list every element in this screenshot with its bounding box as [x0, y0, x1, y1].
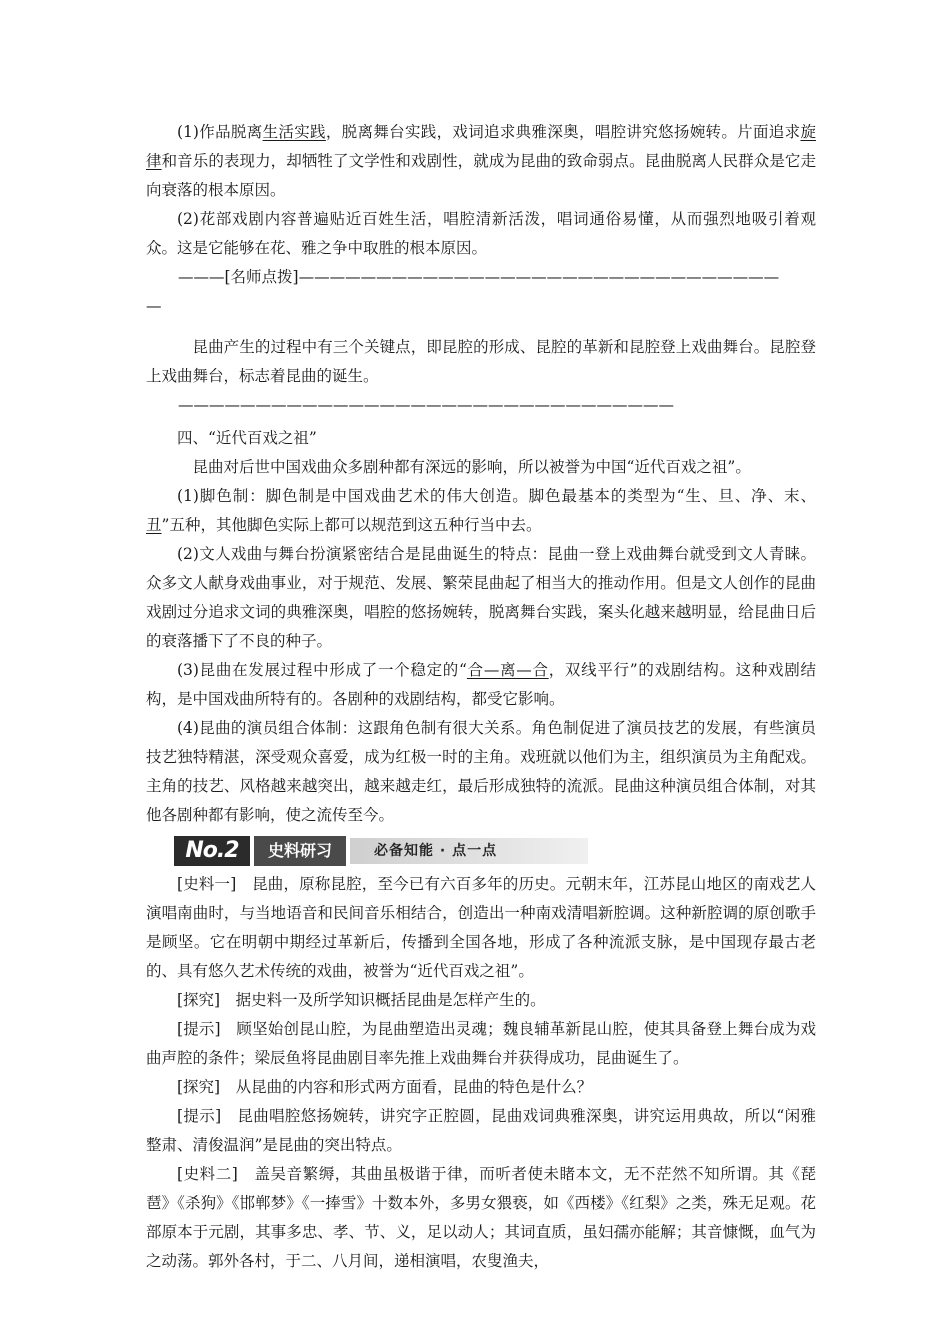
paragraph-1 — [146, 118, 816, 205]
section-4-point-2: (2)文人戏曲与舞台扮演紧密结合是昆曲诞生的特点：昆曲一登上戏曲舞台就受到文人青睐。众多文人献身戏曲事业，对于规范、发展、繁荣昆曲起了相当大的推动作用。但是文人创作的昆曲戏剧过分追求文词的典雅深奥，唱腔的悠扬婉转，脱离舞台实践，案头化越来越明显，给昆曲日后的衰落播下了不良的种子。 — [146, 545, 816, 650]
underlined-term: 丑 — [146, 516, 162, 534]
paragraph-2: (2)花部戏剧内容普遍贴近百姓生活，唱腔清新活泼，唱词通俗易懂，从而强烈地吸引着观众。这是它能够在花、雅之争中取胜的根本原因。 — [146, 210, 816, 257]
document-page — [146, 118, 816, 1276]
text: (1)脚色制：脚色制是中国戏曲艺术的伟大创造。脚色最基本的类型为“生、旦、净、末、 — [177, 487, 816, 505]
hint-2: [提示] 昆曲唱腔悠扬婉转，讲究字正腔圆，昆曲戏词典雅深奥，讲究运用典故，所以“闲雅整肃、清俊温润”是昆曲的突出特点。 — [146, 1107, 816, 1154]
tip-rule-top: ———[名师点拨]——————————————————————————————— — [178, 268, 780, 286]
question-2: [探究] 从昆曲的内容和形式两方面看，昆曲的特色是什么？ — [177, 1078, 593, 1096]
source-1: [史料一] 昆曲，原称昆腔，至今已有六百多年的历史。元朝末年，江苏昆山地区的南戏艺人演唱南曲时，与当地语音和民间音乐相结合，创造出一种南戏清唱新腔调。这种新腔调的原创歌手是顾坚。它在明朝中期经过革新后，传播到全国各地，形成了各种流派支脉，是中国现存最古老的、具有悠久艺术传统的戏曲，被誉为“近代百戏之祖”。 — [146, 875, 816, 980]
section-4-point-3 — [146, 656, 816, 714]
section-4-intro: 昆曲对后世中国戏曲众多剧种都有深远的影响，所以被誉为中国“近代百戏之祖”。 — [192, 458, 751, 476]
source-2: [史料二] 盖吴音繁缛，其曲虽极谐于律，而听者使未睹本文，无不茫然不知所谓。其《琵琶》《杀狗》《邯郸梦》《一捧雪》十数本外，多男女猥亵，如《西楼》《红梨》之类，殊无足观。花部原本于元剧，其事多忠、孝、节、义，足以动人；其词直质，虽妇孺亦能解；其音慷慨，血气为之动荡。郭外各村，于二、八月间，递相演唱，农叟渔夫， — [146, 1165, 816, 1270]
hint-1: [提示] 顾坚始创昆山腔，为昆曲塑造出灵魂；魏良辅革新昆山腔，使其具备登上舞台成为戏曲声腔的条件；梁辰鱼将昆曲剧目率先推上戏曲舞台并获得成功，昆曲诞生了。 — [146, 1020, 816, 1067]
section-banner — [174, 836, 588, 866]
section-4-point-4: (4)昆曲的演员组合体制：这跟角色制有很大关系。角色制促进了演员技艺的发展，有些演员技艺独特精湛，深受观众喜爱，成为红极一时的主角。戏班就以他们为主，组织演员为主角配戏。主角的技艺、风格越来越突出，越来越走红，最后形成独特的流派。昆曲这种演员组合体制，对其他各剧种都有影响，使之流传至今。 — [146, 719, 816, 824]
tip-rule-continuation: — — [146, 297, 162, 315]
banner-subtitle-bar — [350, 838, 588, 864]
section-4-point-1 — [146, 482, 816, 540]
text: ”五种，其他脚色实际上都可以规范到这五种行当中去。 — [161, 516, 542, 534]
banner-tag: 史料研习 — [254, 836, 346, 866]
section-4-title: 四、“近代百戏之祖” — [177, 429, 317, 447]
text: ，双线平行”的戏剧结构。这种戏剧结构，是中国戏曲所特有的。各剧种的戏剧结构，都受它影响。 — [146, 661, 816, 708]
text: ，脱离舞台实践，戏词追求典雅深奥，唱腔讲究悠扬婉转。片面追求 — [325, 123, 801, 141]
text: (1)作品脱离 — [177, 123, 263, 141]
underlined-term: 生活实践 — [262, 123, 326, 141]
question-1: [探究] 据史料一及所学知识概括昆曲是怎样产生的。 — [177, 991, 546, 1009]
underlined-term: 合—离—合 — [466, 661, 549, 679]
banner-number: No.2 — [174, 836, 250, 866]
text: (3)昆曲在发展过程中形成了一个稳定的“ — [177, 661, 467, 679]
underlined-term: 旋律 — [146, 123, 816, 170]
tip-rule-bottom: ———————————————————————————————— — [178, 396, 674, 414]
tip-text: 昆曲产生的过程中有三个关键点，即昆腔的形成、昆腔的革新和昆腔登上戏曲舞台。昆腔登上戏曲舞台，标志着昆曲的诞生。 — [146, 338, 816, 385]
text: 和音乐的表现力，却牺牲了文学性和戏剧性，就成为昆曲的致命弱点。昆曲脱离人民群众是它走向衰落的根本原因。 — [146, 152, 816, 199]
banner-subtitle: 必备知能 · 点一点 — [374, 843, 498, 859]
